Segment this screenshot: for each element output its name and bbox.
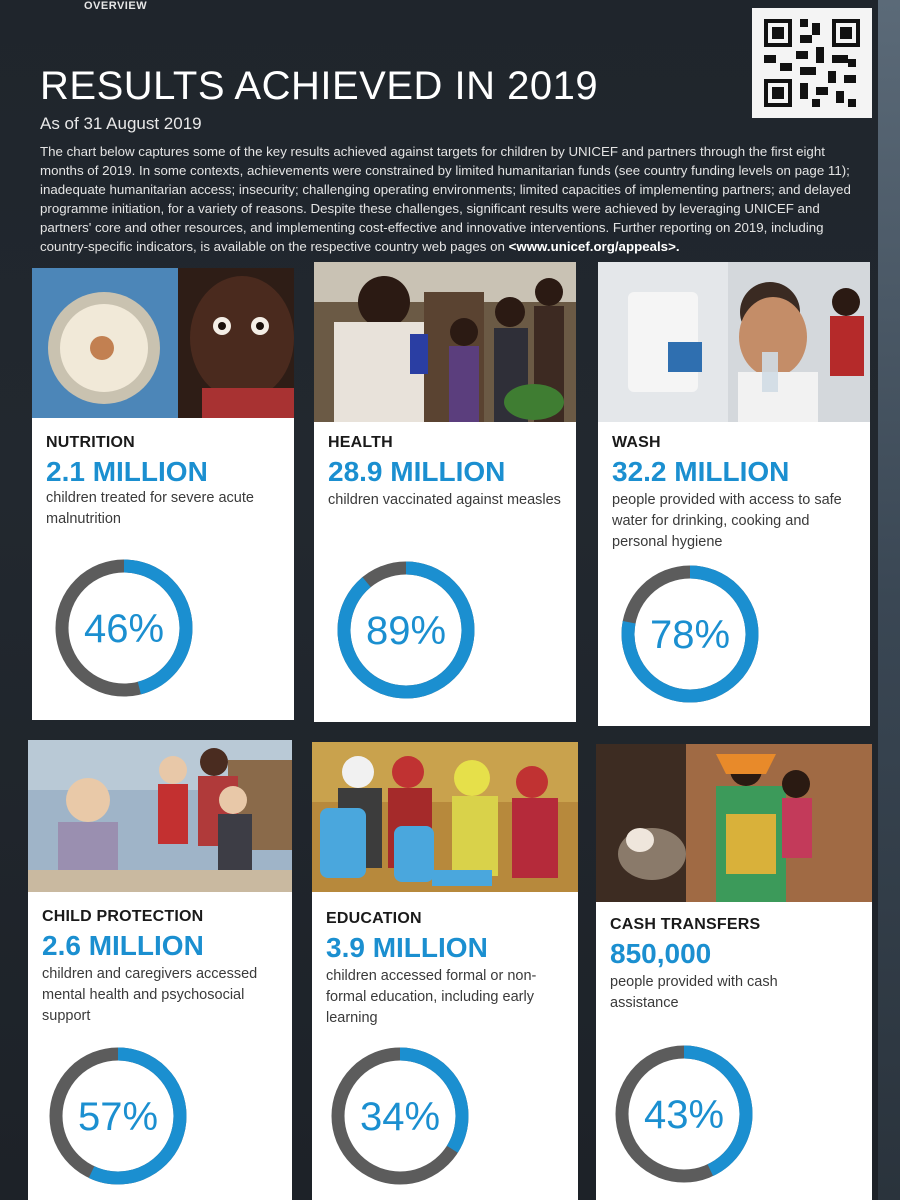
- card-category: WASH: [612, 434, 661, 451]
- card-description: children accessed formal or non-formal education, including early learning: [326, 968, 537, 1026]
- card-description: children vaccinated against measles: [328, 492, 561, 508]
- percent-label: 43%: [643, 1093, 725, 1137]
- progress-donut: [52, 556, 196, 700]
- page-edge: [878, 0, 900, 1200]
- card-category: CHILD PROTECTION: [42, 908, 204, 925]
- card-figure: 850,000: [610, 938, 712, 969]
- card-education: [312, 742, 578, 1200]
- card-wash: [598, 262, 870, 726]
- card-description: people provided with access to safe water for drinking, cooking and personal hygiene: [612, 492, 842, 550]
- card-figure: 2.1 MILLION: [46, 456, 208, 487]
- card-description: children and caregivers accessed mental health and psychosocial support: [42, 966, 258, 1024]
- section-header: OVERVIEW: [84, 0, 148, 12]
- intro-text: The chart below captures some of the key results achieved against targets for children by UNICEF and partners through the first eight months of 2019. In some contexts, achievements were constrained by limited humanitarian funds (see country funding levels on page 11); inadequate humanitarian access; insecurity; challenging operating environments; limited capacities of implementing partners; and delayed programme initiation, for a variety of reasons. Despite these challenges, significant results were achieved by leveraging UNICEF and partners' core and other resources, and implementing cost-effective and innovative interventions. Further reporting on 2019, including country-specific indicators, is available on the respective country web pages on: [40, 144, 851, 254]
- card-category: CASH TRANSFERS: [610, 916, 761, 933]
- percent-label: 34%: [359, 1095, 441, 1139]
- card-figure: 2.6 MILLION: [42, 930, 204, 961]
- card-figure: 3.9 MILLION: [326, 932, 488, 963]
- card-figure: 32.2 MILLION: [612, 456, 790, 487]
- card-nutrition: [32, 268, 294, 720]
- card-description: children treated for severe acute malnutrition: [46, 490, 254, 527]
- wash-photo: [598, 262, 870, 422]
- card-category: HEALTH: [328, 434, 393, 451]
- percent-label: 57%: [77, 1095, 159, 1139]
- cash-transfers-photo: [596, 744, 872, 902]
- education-photo: [312, 742, 578, 892]
- card-figure: 28.9 MILLION: [328, 456, 506, 487]
- card-child-protection: [28, 740, 292, 1200]
- health-photo: [314, 262, 576, 422]
- percent-label: 78%: [649, 613, 731, 657]
- nutrition-photo: [32, 268, 294, 418]
- progress-donut: [612, 1042, 756, 1186]
- appeals-link[interactable]: <www.unicef.org/appeals>.: [508, 239, 680, 254]
- card-category: EDUCATION: [326, 910, 422, 927]
- percent-label: 46%: [83, 607, 165, 651]
- card-health: [314, 262, 576, 722]
- progress-donut: [618, 562, 762, 706]
- card-category: NUTRITION: [46, 434, 135, 451]
- progress-donut: [328, 1044, 472, 1188]
- qr-code-icon[interactable]: [752, 8, 872, 118]
- intro-paragraph: [40, 142, 870, 256]
- page-title: RESULTS ACHIEVED IN 2019: [40, 64, 599, 108]
- card-description: people provided with cash assistance: [610, 974, 778, 1011]
- percent-label: 89%: [365, 609, 447, 653]
- card-cash-transfers: [596, 744, 872, 1200]
- progress-donut: [334, 558, 478, 702]
- progress-donut: [46, 1044, 190, 1188]
- as-of-date: As of 31 August 2019: [40, 114, 202, 133]
- child-protection-photo: [28, 740, 292, 892]
